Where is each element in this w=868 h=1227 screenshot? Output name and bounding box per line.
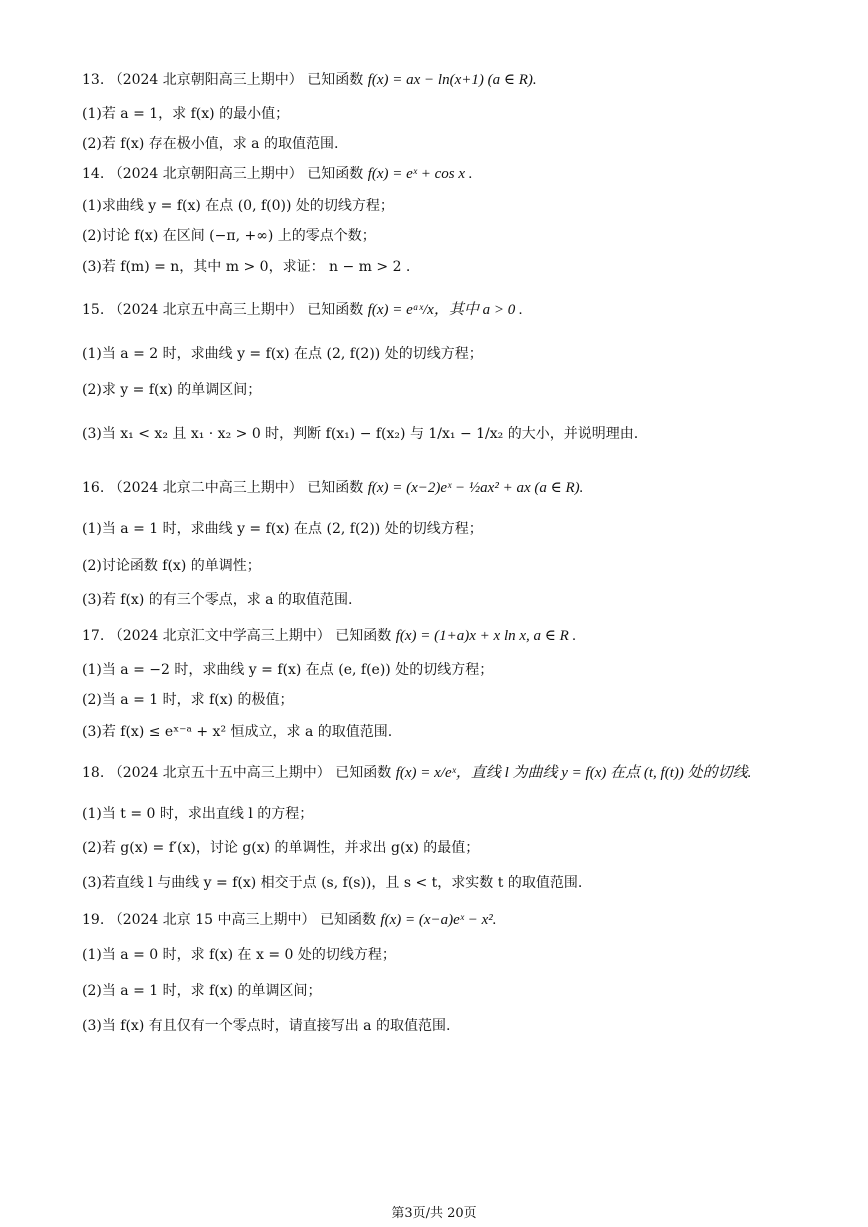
problem-17-stem: [82, 626, 576, 646]
problem-17-formula: f(x) = (1+a)x + x ln x, a ∈ R .: [395, 628, 577, 644]
problem-19-formula: f(x) = (x−a)eˣ − x².: [380, 912, 497, 928]
problem-19-part-2: (2)当 a = 1 时，求 f(x) 的单调区间；: [82, 983, 322, 999]
problem-15-part-3: (3)当 x₁ < x₂ 且 x₁ · x₂ > 0 时，判断 f(x₁) − f(x₂) 与 1/x₁ − 1/x₂ 的大小，并说明理由.: [82, 426, 639, 442]
problem-17-part-1: (1)当 a = −2 时，求曲线 y = f(x) 在点 (e, f(e)) 处的切线方程；: [82, 662, 494, 678]
problem-15-formula: f(x) = eᵃˣ/x，其中 a > 0 .: [367, 302, 523, 318]
problem-16-part-2: (2)讨论函数 f(x) 的单调性；: [82, 558, 261, 574]
problem-17-part-2: (2)当 a = 1 时，求 f(x) 的极值；: [82, 692, 294, 708]
problem-15-stem: [82, 300, 523, 320]
problem-19-part-3: (3)当 f(x) 有且仅有一个零点时，请直接写出 a 的取值范围.: [82, 1018, 451, 1034]
page-number: 第3页/共 20页: [391, 1206, 477, 1221]
problem-13-label: 13. （2024 北京朝阳高三上期中） 已知函数: [82, 72, 364, 88]
problem-16-label: 16. （2024 北京二中高三上期中） 已知函数: [82, 480, 364, 496]
problem-14-formula: f(x) = eˣ + cos x .: [367, 166, 473, 182]
problem-13-part-1: (1)若 a = 1，求 f(x) 的最小值；: [82, 106, 290, 122]
problem-16-stem: [82, 478, 583, 498]
problem-14-label: 14. （2024 北京朝阳高三上期中） 已知函数: [82, 166, 364, 182]
problem-19-part-1: (1)当 a = 0 时，求 f(x) 在 x = 0 处的切线方程；: [82, 947, 396, 963]
problem-17-part-3: (3)若 f(x) ≤ eˣ⁻ᵃ + x² 恒成立，求 a 的取值范围.: [82, 724, 393, 740]
problem-18-part-2: (2)若 g(x) = f′(x)，讨论 g(x) 的单调性，并求出 g(x) 的最值；: [82, 840, 480, 856]
problem-13-part-2: (2)若 f(x) 存在极小值，求 a 的取值范围.: [82, 136, 339, 152]
problem-14-part-3: (3)若 f(m) = n，其中 m > 0，求证： n − m > 2 .: [82, 259, 411, 275]
problem-16-part-3: (3)若 f(x) 的有三个零点，求 a 的取值范围.: [82, 592, 353, 608]
problem-16-part-1: (1)当 a = 1 时，求曲线 y = f(x) 在点 (2, f(2)) 处的切线方程；: [82, 521, 483, 537]
problem-18-formula: f(x) = x/eˣ，直线 l 为曲线 y = f(x) 在点 (t, f(t)) 处的切线.: [395, 765, 752, 781]
problem-14-part-1: (1)求曲线 y = f(x) 在点 (0, f(0)) 处的切线方程；: [82, 198, 394, 214]
problem-13-stem: [82, 70, 537, 90]
problem-15-label: 15. （2024 北京五中高三上期中） 已知函数: [82, 302, 364, 318]
problem-16-formula: f(x) = (x−2)eˣ − ½ax² + ax (a ∈ R).: [367, 480, 584, 496]
problem-18-label: 18. （2024 北京五十五中高三上期中） 已知函数: [82, 765, 392, 781]
problem-15-part-1: (1)当 a = 2 时，求曲线 y = f(x) 在点 (2, f(2)) 处的切线方程；: [82, 346, 483, 362]
problem-14-part-2: (2)讨论 f(x) 在区间 (−π, +∞) 上的零点个数；: [82, 228, 376, 244]
problem-14-stem: [82, 164, 473, 184]
problem-13-formula: f(x) = ax − ln(x+1) (a ∈ R).: [367, 72, 537, 88]
problem-19-label: 19. （2024 北京 15 中高三上期中） 已知函数: [82, 912, 376, 928]
problem-18-part-3: (3)若直线 l 与曲线 y = f(x) 相交于点 (s, f(s))，且 s < t，求实数 t 的取值范围.: [82, 875, 583, 891]
problem-17-label: 17. （2024 北京汇文中学高三上期中） 已知函数: [82, 628, 392, 644]
problem-15-part-2: (2)求 y = f(x) 的单调区间；: [82, 382, 262, 398]
problem-18-part-1: (1)当 t = 0 时，求出直线 l 的方程；: [82, 806, 314, 822]
problem-19-stem: [82, 910, 497, 930]
problem-18-stem: [82, 763, 751, 783]
